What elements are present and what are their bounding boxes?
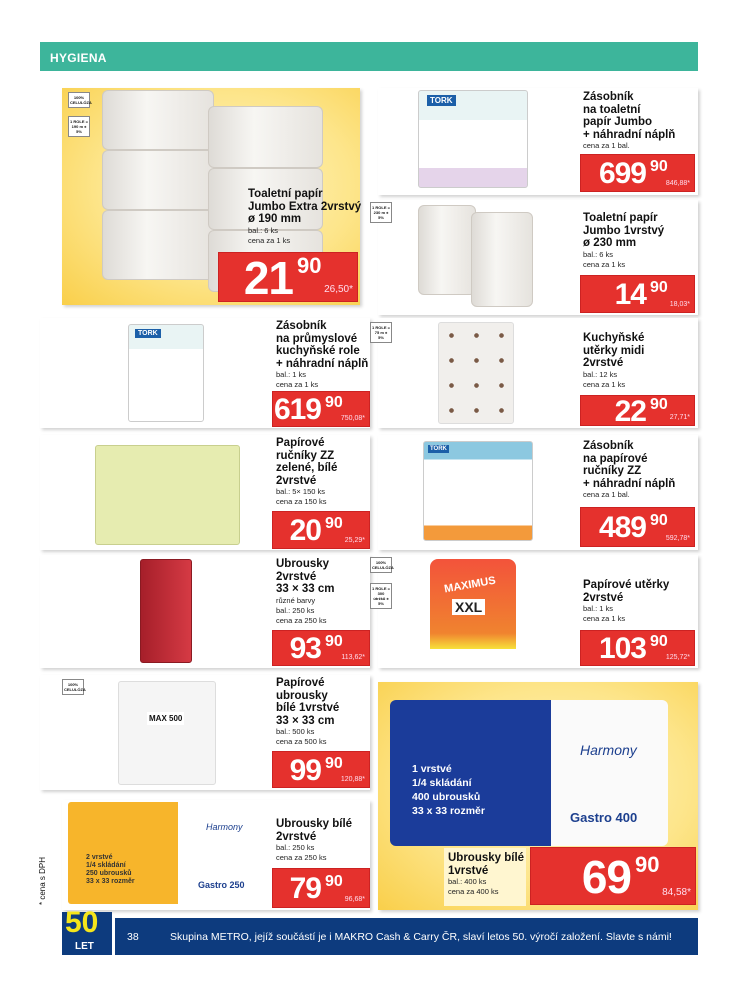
celuloza-badge: 100% CELULÓZA — [68, 92, 90, 108]
kitchen-rolls-image — [438, 322, 514, 424]
toilet-roll-image — [471, 212, 533, 307]
tork-box-image — [418, 90, 528, 188]
price-decimal: 90 — [325, 515, 343, 532]
product-name: Papírové ručníky ZZ zelené, bílé 2vrstvé — [276, 437, 338, 487]
product-info: bal.: 500 ks cena za 500 ks — [276, 727, 327, 746]
price-with-vat: 592,78* — [665, 535, 690, 542]
celuloza-badge: 100% CELULÓZA — [62, 679, 84, 695]
gastro400-pack-image — [390, 700, 668, 846]
tork-logo: TORK — [135, 329, 161, 338]
toilet-roll-image — [102, 210, 214, 280]
product-info: bal.: 400 ks cena za 400 ks — [448, 877, 499, 896]
product-info: cena za 1 bal. — [583, 141, 630, 150]
gastro250-label: Gastro 250 — [198, 880, 245, 890]
price-with-vat: 18,03* — [669, 301, 690, 308]
product-name: Toaletní papír Jumbo Extra 2vrstvý ø 190 mm — [248, 188, 362, 225]
product-name: Papírové utěrky 2vrstvé — [583, 579, 670, 604]
price-decimal: 90 — [325, 394, 343, 411]
product-card-dispenser-towels[interactable] — [378, 435, 698, 550]
price-with-vat: 120,88* — [340, 776, 365, 783]
section-header — [40, 42, 698, 71]
footer-bar — [115, 918, 698, 955]
price-with-vat: 113,62* — [341, 654, 365, 661]
product-text — [276, 818, 352, 863]
price-decimal: 90 — [650, 279, 668, 296]
price-with-vat: 96,68* — [344, 896, 365, 903]
price-with-vat: 84,58* — [662, 887, 691, 898]
product-text — [276, 437, 337, 507]
price-integer: 21 — [243, 252, 293, 304]
gastro400-label: Gastro 400 — [570, 810, 638, 825]
toilet-roll-image — [208, 106, 323, 168]
price-with-vat: 25,29* — [344, 537, 365, 544]
toilet-roll-image — [102, 150, 214, 210]
product-text — [276, 320, 368, 390]
product-text — [583, 91, 675, 151]
product-text — [583, 440, 675, 500]
price-decimal: 90 — [650, 396, 668, 413]
product-card-napkins-white-1ply[interactable] — [378, 682, 698, 910]
product-card-napkins-white-2ply[interactable] — [62, 800, 370, 910]
product-text — [248, 188, 361, 246]
product-name: Papírové ubrousky bílé 1vrstvé 33 × 33 cm — [276, 677, 340, 727]
price-tag — [272, 630, 370, 666]
product-info: bal.: 6 ks cena za 1 ks — [248, 225, 291, 245]
product-info: různé barvy bal.: 250 ks cena za 250 ks — [276, 595, 327, 625]
product-text — [276, 558, 335, 626]
footer-text: Skupina METRO, jejíž součástí je i MAKRO Cash & Carry ČR, slaví letos 50. výročí založení. Slavte s námi! — [170, 931, 672, 943]
price-with-vat: 750,08* — [340, 415, 365, 422]
product-card-paper-napkins-white[interactable] — [40, 675, 370, 790]
logo-number: 50 — [65, 906, 99, 939]
price-integer: 93 — [289, 632, 321, 665]
price-integer: 99 — [289, 753, 321, 787]
celuloza-badge: 100% CELULÓZA — [370, 557, 392, 573]
pack-description: 2 vrstvé 1/4 skládání 250 ubrousků 33 x 33 rozměr — [86, 854, 135, 885]
product-name: Zásobník na průmyslové kuchyňské role + náhradní náplň — [276, 320, 369, 370]
product-card-toilet-paper-jumbo-extra[interactable] — [62, 88, 360, 305]
max500-label: MAX 500 — [149, 714, 183, 723]
product-name: Zásobník na toaletní papír Jumbo + náhradní náplň — [583, 91, 676, 141]
product-name: Kuchyňské utěrky midi 2vrstvé — [583, 332, 645, 369]
product-info: cena za 1 bal. — [583, 490, 630, 499]
price-tag — [580, 154, 695, 192]
price-tag — [530, 847, 696, 905]
price-decimal: 90 — [650, 512, 668, 529]
product-name: Toaletní papír Jumbo 1vrstvý ø 230 mm — [583, 212, 665, 249]
product-text — [448, 852, 524, 897]
price-integer: 14 — [614, 278, 646, 311]
harmony-logo: Harmony — [580, 742, 637, 758]
price-tag — [580, 395, 695, 426]
product-info: bal.: 6 ks cena za 1 ks — [583, 249, 626, 269]
price-decimal: 90 — [297, 253, 322, 278]
price-tag — [272, 511, 370, 549]
pack-description: 1 vrstvé 1/4 skládání 400 ubrousků 33 x 33 rozměr — [412, 763, 485, 817]
price-with-vat: 26,50* — [324, 284, 353, 295]
product-card-paper-towels-maximus[interactable] — [372, 555, 698, 668]
vat-note: * cena s DPH — [38, 856, 47, 905]
tork-box-image — [128, 324, 204, 422]
product-text — [583, 212, 664, 270]
product-card-dispenser-jumbo[interactable] — [378, 88, 698, 195]
price-decimal: 90 — [635, 852, 660, 877]
toilet-roll-image — [102, 90, 214, 150]
product-text — [276, 677, 339, 747]
product-card-toilet-paper-jumbo-1ply[interactable] — [372, 200, 698, 315]
product-info: bal.: 250 ks cena za 250 ks — [276, 843, 327, 862]
price-decimal: 90 — [325, 633, 343, 650]
product-name: Ubrousky bílé 2vrstvé — [276, 818, 353, 843]
product-name: Ubrousky bílé 1vrstvé — [448, 852, 525, 877]
price-integer: 69 — [581, 851, 631, 903]
xxl-label: XXL — [452, 599, 485, 615]
product-text — [583, 332, 644, 390]
price-decimal: 90 — [325, 754, 343, 772]
product-info: bal.: 12 ks cena za 1 ks — [583, 369, 626, 389]
price-integer: 20 — [289, 514, 321, 547]
price-tag — [272, 868, 370, 908]
price-integer: 103 — [598, 632, 646, 665]
section-title: HYGIENA — [50, 51, 107, 65]
role-length-badge: 1 ROLE = 230 m ± 5% — [370, 202, 392, 223]
price-integer: 699 — [598, 157, 646, 190]
role-length-badge: 1 ROLE = 75 m ± 5% — [370, 322, 392, 343]
price-tag — [218, 252, 358, 302]
price-decimal: 90 — [650, 633, 668, 650]
maximus-logo: MAXIMUS — [443, 574, 497, 596]
product-card-napkins-2ply[interactable] — [40, 555, 370, 668]
price-decimal: 90 — [650, 158, 668, 175]
product-info: bal.: 1 ks cena za 1 ks — [276, 370, 319, 389]
toilet-roll-image — [418, 205, 476, 295]
product-text — [583, 579, 669, 624]
product-card-dispenser-kitchen[interactable] — [40, 318, 370, 428]
price-integer: 79 — [289, 872, 321, 905]
harmony-logo: Harmony — [206, 822, 243, 832]
metro-50-years-logo — [62, 906, 112, 955]
price-tag — [272, 391, 370, 427]
price-integer: 22 — [614, 395, 646, 428]
product-name: Zásobník na papírové ručníky ZZ + náhradní náplň — [583, 440, 676, 490]
product-card-kitchen-towels-midi[interactable] — [372, 318, 698, 428]
price-tag — [272, 751, 370, 788]
product-info: bal.: 1 ks cena za 1 ks — [583, 604, 626, 623]
napkins-red-image — [140, 559, 192, 663]
maximus-roll-image — [430, 559, 516, 665]
product-info: bal.: 5× 150 ks cena za 150 ks — [276, 487, 327, 506]
price-tag — [580, 630, 695, 666]
paper-towels-image — [95, 445, 240, 545]
price-with-vat: 125,72* — [665, 654, 690, 661]
price-with-vat: 846,88* — [665, 180, 690, 187]
price-integer: 619 — [273, 393, 321, 426]
tork-box-image — [423, 441, 533, 541]
tork-logo: TORK — [427, 95, 456, 106]
price-tag — [580, 275, 695, 313]
price-with-vat: 27,71* — [669, 414, 690, 421]
product-name: Ubrousky 2vrstvé 33 × 33 cm — [276, 558, 335, 595]
role-length-badge: 1 ROLE = 300 útržků ± 5% — [370, 583, 392, 609]
gastro250-pack-image — [68, 802, 268, 904]
logo-text: LET — [75, 941, 94, 952]
page-number: 38 — [127, 931, 139, 943]
max500-pack-image — [118, 681, 216, 785]
tork-logo: TORK — [430, 446, 447, 452]
price-tag — [580, 507, 695, 547]
price-integer: 489 — [598, 511, 646, 544]
role-length-badge: 1 ROLE = 190 m ± 5% — [68, 116, 90, 137]
price-decimal: 90 — [325, 873, 343, 890]
product-card-paper-towels-zz[interactable] — [40, 435, 370, 550]
